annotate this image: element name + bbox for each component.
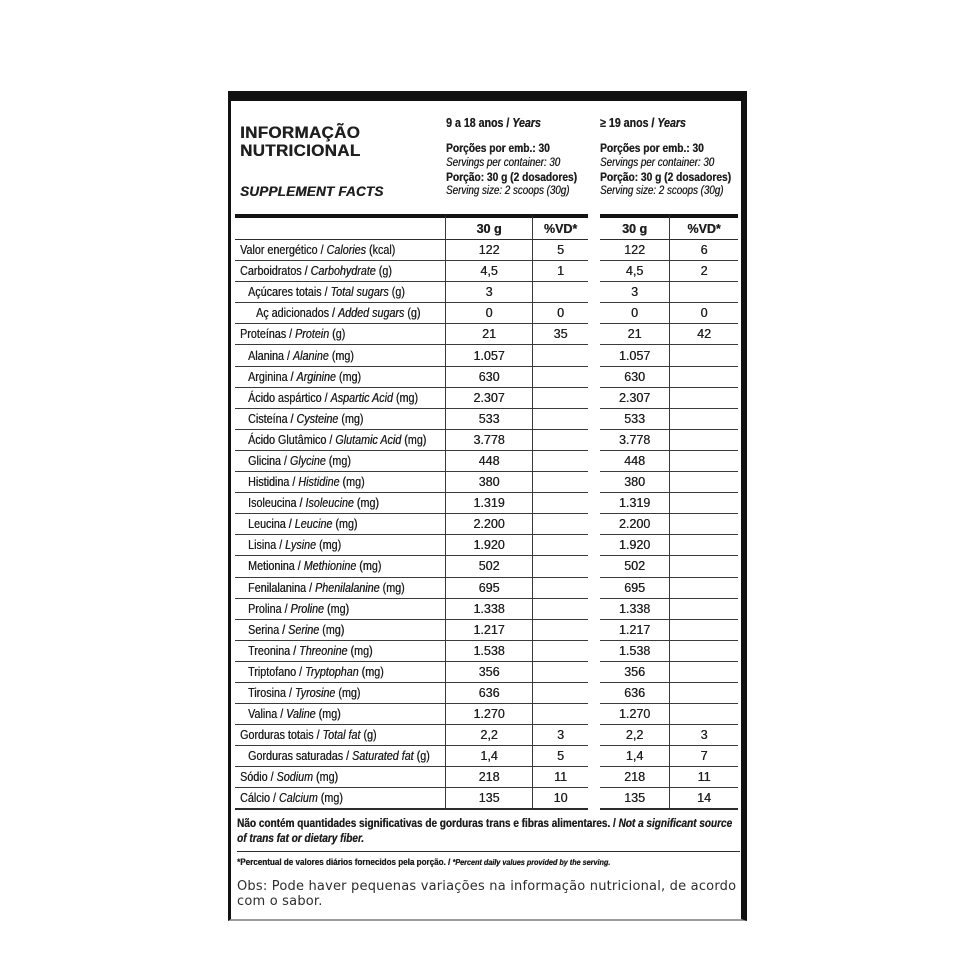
nutrient-label: Gorduras saturadas / Saturated fat (g) [235, 746, 446, 767]
amount-value-group2: 1.538 [600, 641, 670, 662]
dv-value-group1 [533, 620, 588, 641]
dv-value-group2 [670, 704, 738, 725]
amount-value-group1: 1.920 [446, 535, 533, 556]
footnote-divider [237, 851, 740, 852]
servings-en-2: Servings per container: 30 [600, 156, 715, 169]
amount-value-group2: 636 [600, 683, 670, 704]
dv-value-group1: 1 [533, 261, 588, 282]
label-header [235, 101, 738, 214]
nutrient-label: Lisina / Lysine (mg) [235, 535, 446, 556]
dv-header-group1: %VD* [533, 214, 588, 240]
amount-value-group2: 122 [600, 240, 670, 261]
nutrient-label: Triptofano / Tryptophan (mg) [235, 662, 446, 683]
dv-value-group1: 10 [533, 788, 588, 809]
dv-value-group1 [533, 367, 588, 388]
column-gap [588, 409, 600, 430]
column-gap [588, 641, 600, 662]
column-gap [588, 767, 600, 788]
nutrient-label: Prolina / Proline (mg) [235, 599, 446, 620]
dv-value-group1 [533, 683, 588, 704]
dv-value-group2: 42 [670, 324, 738, 345]
column-gap [588, 214, 600, 240]
column-gap [588, 514, 600, 535]
dv-value-group2: 0 [670, 303, 738, 324]
amount-value-group2: 1,4 [600, 746, 670, 767]
amount-value-group2: 1.920 [600, 535, 670, 556]
amount-value-group2: 1.270 [600, 704, 670, 725]
title-block [235, 116, 446, 214]
amount-value-group2: 502 [600, 556, 670, 577]
nutrient-label: Glicina / Glycine (mg) [235, 451, 446, 472]
amount-value-group1: 2.200 [446, 514, 533, 535]
nutrient-label: Aç adicionados / Added sugars (g) [235, 303, 446, 324]
nutrient-label: Leucina / Leucine (mg) [235, 514, 446, 535]
nutrient-label: Fenilalanina / Phenilalanine (mg) [235, 578, 446, 599]
amount-value-group2: 2.200 [600, 514, 670, 535]
dv-value-group1 [533, 388, 588, 409]
amount-value-group1: 380 [446, 472, 533, 493]
supplement-facts-subtitle: SUPPLEMENT FACTS [240, 184, 384, 199]
dv-value-group2 [670, 599, 738, 620]
nutrient-label: Tirosina / Tyrosine (mg) [235, 683, 446, 704]
amount-value-group2: 380 [600, 472, 670, 493]
amount-value-group1: 502 [446, 556, 533, 577]
amount-value-group2: 218 [600, 767, 670, 788]
dv-value-group1: 5 [533, 746, 588, 767]
dv-value-group1 [533, 514, 588, 535]
dv-value-group1 [533, 282, 588, 303]
amount-value-group1: 695 [446, 578, 533, 599]
dv-value-group1 [533, 662, 588, 683]
nutrient-label: Gorduras totais / Total fat (g) [235, 725, 446, 746]
amount-value-group1: 2.307 [446, 388, 533, 409]
amount-value-group2: 1.338 [600, 599, 670, 620]
amount-value-group1: 4,5 [446, 261, 533, 282]
amount-value-group1: 1.538 [446, 641, 533, 662]
column-gap [588, 788, 600, 809]
column-gap [588, 345, 600, 366]
dv-value-group1 [533, 430, 588, 451]
column-gap [588, 367, 600, 388]
dv-value-group1 [533, 451, 588, 472]
amount-value-group1: 218 [446, 767, 533, 788]
amount-value-group2: 21 [600, 324, 670, 345]
dv-value-group1 [533, 345, 588, 366]
nutrition-label [228, 91, 747, 921]
dv-value-group1 [533, 493, 588, 514]
dv-value-group1 [533, 704, 588, 725]
column-gap [588, 683, 600, 704]
dv-value-group2 [670, 367, 738, 388]
amount-value-group1: 1.338 [446, 599, 533, 620]
dv-value-group2 [670, 345, 738, 366]
dv-value-group1: 0 [533, 303, 588, 324]
nutrient-label: Proteínas / Protein (g) [235, 324, 446, 345]
dv-value-group1 [533, 556, 588, 577]
column-gap [588, 662, 600, 683]
amount-value-group2: 135 [600, 788, 670, 809]
dv-value-group2 [670, 514, 738, 535]
percent-dv-note: *Percentual de valores diários fornecidos pela porção. / *Percent daily values provided by the serving. [237, 856, 611, 868]
nutrient-label: Serina / Serine (mg) [235, 620, 446, 641]
dv-value-group1: 5 [533, 240, 588, 261]
dv-value-group2: 3 [670, 725, 738, 746]
column-gap [588, 746, 600, 767]
nutrient-label: Alanina / Alanine (mg) [235, 345, 446, 366]
amount-value-group2: 695 [600, 578, 670, 599]
column-gap [588, 282, 600, 303]
dv-value-group2 [670, 388, 738, 409]
label-title [240, 124, 446, 160]
age-group-1-header [446, 116, 588, 214]
amount-value-group1: 2,2 [446, 725, 533, 746]
flavor-variation-note: Obs: Pode haver pequenas variações na informação nutricional, de acordo com o sabor. [237, 878, 737, 909]
amount-value-group1: 356 [446, 662, 533, 683]
table-corner-cell [235, 214, 446, 240]
column-gap [588, 451, 600, 472]
age-range-1: 9 a 18 anos / Years [446, 116, 541, 130]
amount-value-group2: 533 [600, 409, 670, 430]
nutrient-label: Ácido Glutâmico / Glutamic Acid (mg) [235, 430, 446, 451]
column-gap [588, 388, 600, 409]
column-gap [588, 430, 600, 451]
dv-value-group2 [670, 409, 738, 430]
portion-pt-2: Porção: 30 g (2 dosadores) [600, 169, 731, 184]
trans-fat-note: Não contém quantidades significativas de gorduras trans e fibras alimentares. / Not a significant source of trans fat or dietary fiber. [237, 815, 733, 846]
servings-pt-2: Porções por emb.: 30 [600, 141, 704, 155]
footnotes [235, 810, 738, 909]
dv-value-group2 [670, 641, 738, 662]
portion-en-2: Serving size: 2 scoops (30g) [600, 185, 724, 197]
nutrient-label: Metionina / Methionine (mg) [235, 556, 446, 577]
nutrient-label: Açúcares totais / Total sugars (g) [235, 282, 446, 303]
dv-value-group2 [670, 472, 738, 493]
amount-value-group2: 4,5 [600, 261, 670, 282]
dv-value-group2 [670, 451, 738, 472]
dv-value-group2 [670, 430, 738, 451]
amount-value-group1: 533 [446, 409, 533, 430]
amount-value-group1: 0 [446, 303, 533, 324]
dv-value-group1: 35 [533, 324, 588, 345]
dv-value-group2 [670, 556, 738, 577]
amount-value-group1: 1.057 [446, 345, 533, 366]
column-gap [588, 493, 600, 514]
amount-value-group2: 2,2 [600, 725, 670, 746]
amount-value-group1: 1,4 [446, 746, 533, 767]
dv-value-group2 [670, 662, 738, 683]
dv-value-group2: 6 [670, 240, 738, 261]
dv-value-group2 [670, 683, 738, 704]
dv-value-group2 [670, 620, 738, 641]
nutrient-label: Histidina / Histidine (mg) [235, 472, 446, 493]
amount-value-group2: 356 [600, 662, 670, 683]
servings-pt-1: Porções por emb.: 30 [446, 141, 550, 155]
amount-value-group2: 3.778 [600, 430, 670, 451]
amount-value-group1: 3.778 [446, 430, 533, 451]
amount-value-group2: 448 [600, 451, 670, 472]
dv-value-group2: 2 [670, 261, 738, 282]
column-gap [588, 620, 600, 641]
dv-value-group1: 3 [533, 725, 588, 746]
column-gap [588, 324, 600, 345]
nutrient-label: Cálcio / Calcium (mg) [235, 788, 446, 809]
nutrition-table [235, 214, 738, 810]
column-gap [588, 704, 600, 725]
dv-value-group1 [533, 641, 588, 662]
dv-value-group1 [533, 535, 588, 556]
amount-value-group1: 1.217 [446, 620, 533, 641]
amount-value-group2: 1.217 [600, 620, 670, 641]
portion-pt-1: Porção: 30 g (2 dosadores) [446, 169, 577, 184]
amount-value-group1: 135 [446, 788, 533, 809]
dv-value-group2 [670, 578, 738, 599]
column-gap [588, 303, 600, 324]
dv-value-group2 [670, 493, 738, 514]
amount-value-group2: 1.057 [600, 345, 670, 366]
title-line-1: INFORMAÇÃO [240, 123, 361, 142]
column-gap [588, 535, 600, 556]
column-gap [588, 578, 600, 599]
nutrient-label: Treonina / Threonine (mg) [235, 641, 446, 662]
age-group-2-header [600, 116, 738, 214]
amount-value-group2: 2.307 [600, 388, 670, 409]
amount-value-group1: 448 [446, 451, 533, 472]
dv-value-group1 [533, 472, 588, 493]
nutrient-label: Carboidratos / Carbohydrate (g) [235, 261, 446, 282]
column-gap [588, 556, 600, 577]
dv-value-group2: 14 [670, 788, 738, 809]
amount-value-group1: 3 [446, 282, 533, 303]
nutrient-label: Isoleucina / Isoleucine (mg) [235, 493, 446, 514]
dv-value-group2: 7 [670, 746, 738, 767]
nutrient-label: Ácido aspártico / Aspartic Acid (mg) [235, 388, 446, 409]
dv-value-group2 [670, 282, 738, 303]
nutrient-label: Valina / Valine (mg) [235, 704, 446, 725]
nutrient-label: Sódio / Sodium (mg) [235, 767, 446, 788]
nutrient-label: Arginina / Arginine (mg) [235, 367, 446, 388]
amount-value-group2: 1.319 [600, 493, 670, 514]
dv-value-group2: 11 [670, 767, 738, 788]
dv-value-group1 [533, 599, 588, 620]
amount-value-group1: 122 [446, 240, 533, 261]
age-range-2: ≥ 19 anos / Years [600, 116, 686, 130]
dv-value-group2 [670, 535, 738, 556]
amount-value-group1: 1.319 [446, 493, 533, 514]
dv-value-group1: 11 [533, 767, 588, 788]
column-gap [588, 599, 600, 620]
amount-value-group1: 21 [446, 324, 533, 345]
nutrient-label: Cisteína / Cysteine (mg) [235, 409, 446, 430]
dv-value-group1 [533, 409, 588, 430]
column-gap [588, 472, 600, 493]
amount-value-group1: 1.270 [446, 704, 533, 725]
amount-header-group1: 30 g [446, 214, 533, 240]
column-gap [588, 261, 600, 282]
title-line-2: NUTRICIONAL [240, 141, 361, 160]
amount-value-group2: 0 [600, 303, 670, 324]
servings-en-1: Servings per container: 30 [446, 156, 561, 169]
amount-value-group1: 636 [446, 683, 533, 704]
amount-header-group2: 30 g [600, 214, 670, 240]
column-gap [588, 240, 600, 261]
amount-value-group1: 630 [446, 367, 533, 388]
column-gap [588, 725, 600, 746]
dv-header-group2: %VD* [670, 214, 738, 240]
dv-value-group1 [533, 578, 588, 599]
nutrient-label: Valor energético / Calories (kcal) [235, 240, 446, 261]
portion-en-1: Serving size: 2 scoops (30g) [446, 185, 570, 197]
amount-value-group2: 630 [600, 367, 670, 388]
amount-value-group2: 3 [600, 282, 670, 303]
